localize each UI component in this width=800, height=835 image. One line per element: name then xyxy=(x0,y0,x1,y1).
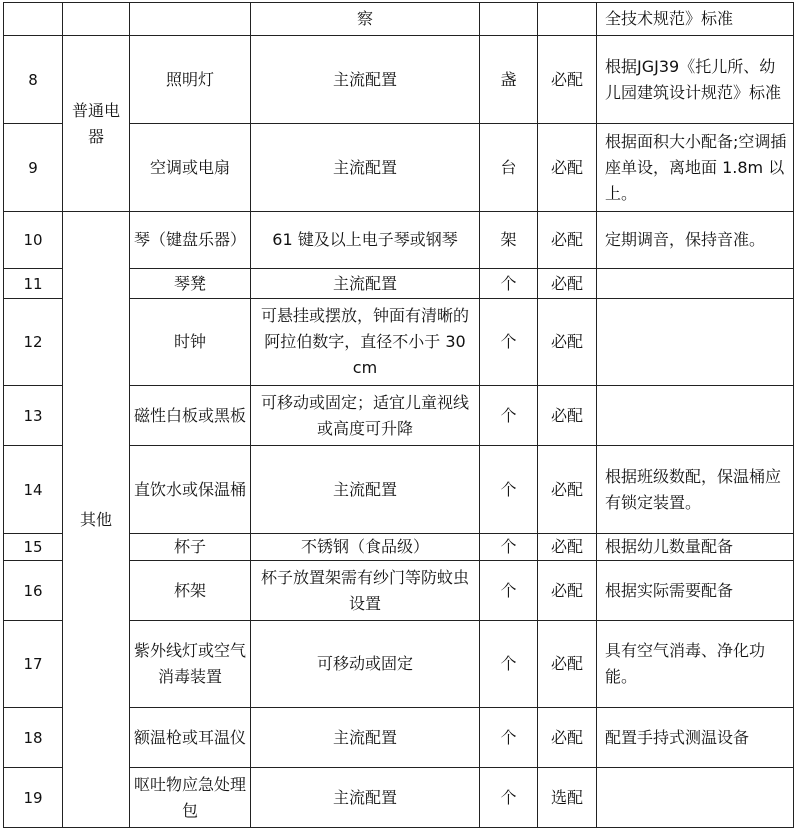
table-row xyxy=(4,36,794,124)
cell-unit: 个 xyxy=(480,446,538,534)
cell-spec: 主流配置 xyxy=(251,446,480,534)
cell-spec: 可悬挂或摆放，钟面有清晰的阿拉伯数字，直径不小于 30 cm xyxy=(251,299,480,386)
cell-name: 磁性白板或黑板 xyxy=(130,386,251,446)
cell-no: 9 xyxy=(4,124,63,212)
cell-note: 根据实际需要配备 xyxy=(597,561,794,621)
cell-no xyxy=(4,3,63,36)
cell-req: 必配 xyxy=(538,299,597,386)
cell-note xyxy=(597,386,794,446)
cell-name: 照明灯 xyxy=(130,36,251,124)
cell-name: 杯子 xyxy=(130,534,251,561)
cell-req: 选配 xyxy=(538,768,597,828)
cell-req: 必配 xyxy=(538,269,597,299)
cell-note: 根据面积大小配备;空调插座单设，离地面 1.8m 以上。 xyxy=(597,124,794,212)
cell-unit: 个 xyxy=(480,561,538,621)
cell-req: 必配 xyxy=(538,212,597,269)
cell-spec: 主流配置 xyxy=(251,708,480,768)
cell-req: 必配 xyxy=(538,124,597,212)
cell-name: 杯架 xyxy=(130,561,251,621)
cell-spec: 主流配置 xyxy=(251,124,480,212)
cell-no: 17 xyxy=(4,621,63,708)
cell-spec: 主流配置 xyxy=(251,768,480,828)
cell-unit: 个 xyxy=(480,708,538,768)
cell-spec: 杯子放置架需有纱门等防蚊虫设置 xyxy=(251,561,480,621)
cell-category xyxy=(63,3,130,36)
cell-no: 11 xyxy=(4,269,63,299)
cell-no: 10 xyxy=(4,212,63,269)
cell-req: 必配 xyxy=(538,534,597,561)
cell-no: 16 xyxy=(4,561,63,621)
cell-spec: 可移动或固定；适宜儿童视线或高度可升降 xyxy=(251,386,480,446)
cell-note xyxy=(597,768,794,828)
cell-unit: 个 xyxy=(480,534,538,561)
cell-spec: 可移动或固定 xyxy=(251,621,480,708)
equipment-table xyxy=(3,2,794,828)
cell-unit: 个 xyxy=(480,299,538,386)
category-electric: 普通电器 xyxy=(63,36,130,212)
cell-unit: 个 xyxy=(480,386,538,446)
cell-req: 必配 xyxy=(538,621,597,708)
cell-no: 8 xyxy=(4,36,63,124)
cell-name: 呕吐物应急处理包 xyxy=(130,768,251,828)
cell-unit xyxy=(480,3,538,36)
cell-note: 配置手持式测温设备 xyxy=(597,708,794,768)
cell-no: 13 xyxy=(4,386,63,446)
cell-note: 根据JGJ39《托儿所、幼儿园建筑设计规范》标准 xyxy=(597,36,794,124)
cell-unit: 个 xyxy=(480,269,538,299)
cell-no: 15 xyxy=(4,534,63,561)
cell-name: 空调或电扇 xyxy=(130,124,251,212)
cell-spec: 察 xyxy=(251,3,480,36)
cell-req: 必配 xyxy=(538,561,597,621)
cell-spec: 61 键及以上电子琴或钢琴 xyxy=(251,212,480,269)
cell-note: 定期调音，保持音准。 xyxy=(597,212,794,269)
cell-no: 14 xyxy=(4,446,63,534)
cell-spec: 主流配置 xyxy=(251,269,480,299)
table-row xyxy=(4,3,794,36)
cell-unit: 盏 xyxy=(480,36,538,124)
cell-name: 紫外线灯或空气消毒装置 xyxy=(130,621,251,708)
category-other: 其他 xyxy=(63,212,130,828)
cell-no: 12 xyxy=(4,299,63,386)
cell-name xyxy=(130,3,251,36)
cell-note xyxy=(597,269,794,299)
cell-unit: 个 xyxy=(480,621,538,708)
cell-req: 必配 xyxy=(538,708,597,768)
cell-req: 必配 xyxy=(538,446,597,534)
cell-note: 全技术规范》标准 xyxy=(597,3,794,36)
cell-note: 根据班级数配，保温桶应有锁定装置。 xyxy=(597,446,794,534)
cell-name: 琴凳 xyxy=(130,269,251,299)
cell-req xyxy=(538,3,597,36)
cell-req: 必配 xyxy=(538,386,597,446)
table-row xyxy=(4,212,794,269)
cell-unit: 台 xyxy=(480,124,538,212)
cell-name: 琴（键盘乐器） xyxy=(130,212,251,269)
cell-name: 直饮水或保温桶 xyxy=(130,446,251,534)
cell-no: 18 xyxy=(4,708,63,768)
cell-spec: 不锈钢（食品级） xyxy=(251,534,480,561)
cell-spec: 主流配置 xyxy=(251,36,480,124)
cell-no: 19 xyxy=(4,768,63,828)
cell-name: 额温枪或耳温仪 xyxy=(130,708,251,768)
cell-name: 时钟 xyxy=(130,299,251,386)
cell-unit: 架 xyxy=(480,212,538,269)
cell-note xyxy=(597,299,794,386)
cell-note: 具有空气消毒、净化功能。 xyxy=(597,621,794,708)
cell-note: 根据幼儿数量配备 xyxy=(597,534,794,561)
cell-req: 必配 xyxy=(538,36,597,124)
cell-unit: 个 xyxy=(480,768,538,828)
